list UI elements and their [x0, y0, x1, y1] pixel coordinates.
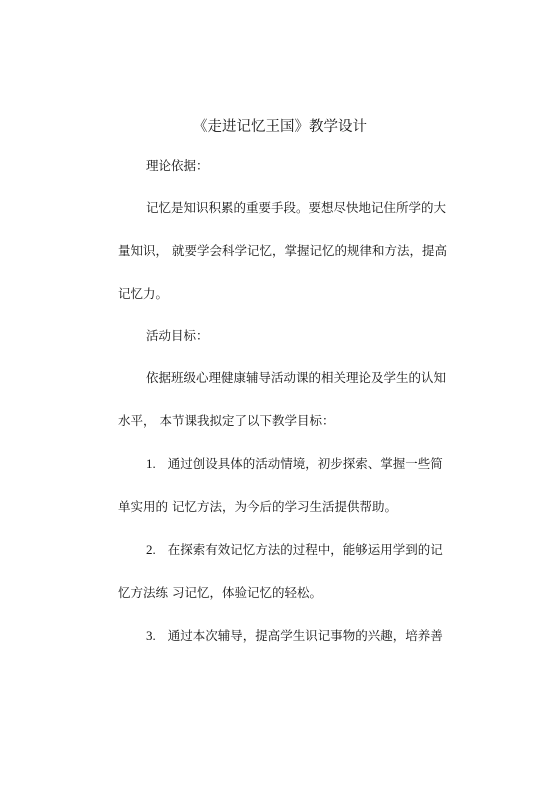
list-item-2-number: 2. — [146, 542, 156, 557]
document-title: 《走进记忆王国》教学设计 — [193, 119, 367, 135]
list-item-1-number: 1. — [146, 456, 156, 471]
list-item-1-line-1 — [146, 456, 442, 472]
goal-intro-line-1: 依据班级心理健康辅导活动课的相关理论及学生的认知 — [146, 370, 447, 385]
list-item-2-line-2: 忆方法练 习记忆，体验记忆的轻松。 — [118, 585, 322, 600]
list-item-1-text: 通过创设具体的活动情境，初步探索、掌握一些简 — [167, 456, 443, 471]
theory-paragraph-line-1: 记忆是知识积累的重要手段。要想尽快地记住所学的大 — [146, 200, 447, 215]
list-item-3-line-1 — [146, 628, 442, 644]
list-item-2-line-1 — [146, 542, 442, 558]
theory-paragraph-line-3: 记忆力。 — [118, 286, 169, 301]
theory-paragraph-line-2: 量知识， 就要学会科学记忆，掌握记忆的规律和方法，提高 — [118, 243, 447, 258]
list-item-1-line-2: 单实用的 记忆方法，为今后的学习生活提供帮助。 — [118, 499, 397, 514]
goal-intro-line-2: 水平， 本节课我拟定了以下教学目标： — [118, 413, 335, 428]
list-item-2-text: 在探索有效记忆方法的过程中，能够运用学到的记 — [167, 542, 443, 557]
theory-heading: 理论依据： — [146, 158, 209, 173]
list-item-3-number: 3. — [146, 628, 156, 643]
goal-heading: 活动目标： — [146, 328, 209, 343]
list-item-3-text: 通过本次辅导，提高学生识记事物的兴趣，培养善 — [167, 628, 443, 643]
